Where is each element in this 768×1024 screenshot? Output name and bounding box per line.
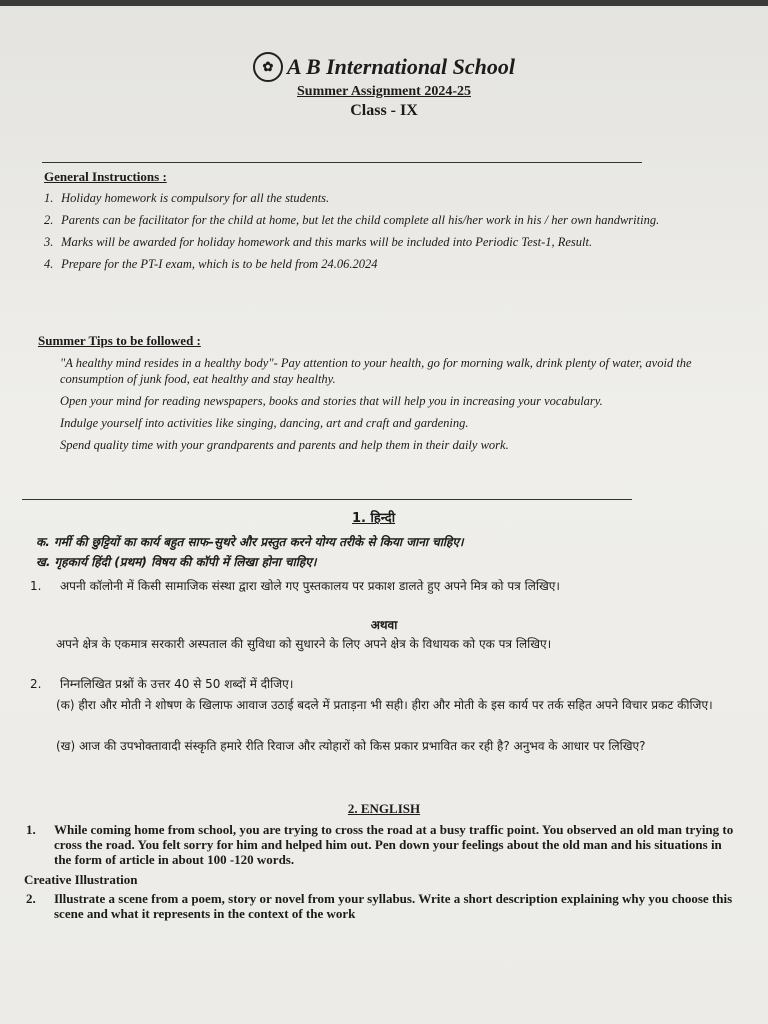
instruction-number: 1. xyxy=(44,191,54,205)
instruction-text: Parents can be facilitator for the child at home, but let the child complete all his/her work in his / her own handwriting. xyxy=(61,213,660,227)
instructions-title: General Instructions : xyxy=(44,169,167,184)
hindi-q2-number: 2. xyxy=(30,677,42,691)
divider-middle xyxy=(22,499,632,500)
instruction-number: 2. xyxy=(44,213,54,227)
hindi-note-kha: ख. गृहकार्य हिंदी (प्रथम) विषय की कॉपी में लिखा होना चाहिए। xyxy=(36,555,317,569)
instruction-item xyxy=(44,234,744,250)
english-section-title: 2. ENGLISH xyxy=(347,801,421,816)
tip-item: Spend quality time with your grandparents and parents and help them in their daily work. xyxy=(60,438,509,452)
school-name: A B International School xyxy=(286,54,516,79)
tip-item: Open your mind for reading newspapers, books and stories that will help you in increasing your vocabulary. xyxy=(60,394,603,408)
english-q1-number: 1. xyxy=(26,822,36,837)
hindi-q1-alternative: अपने क्षेत्र के एकमात्र सरकारी अस्पताल की सुविधा को सुधारने के लिए अपने क्षेत्र के विधायक को एक पत्र लिखिए। xyxy=(56,637,552,651)
tip-item: Indulge yourself into activities like singing, dancing, art and craft and gardening. xyxy=(60,416,469,430)
instruction-text: Prepare for the PT-I exam, which is to be held from 24.06.2024 xyxy=(61,257,378,271)
class-title: Class - IX xyxy=(350,102,418,119)
tip-item: "A healthy mind resides in a healthy body"- Pay attention to your health, go for morning walk, drink plenty of water, avoid the consumption of junk food, eat healthy and stay healthy. xyxy=(60,356,692,386)
school-logo-icon: ✿ xyxy=(253,52,283,82)
document-header xyxy=(0,52,768,120)
instruction-item xyxy=(44,190,744,206)
school-title-row xyxy=(0,52,768,82)
hindi-q2-text: निम्नलिखित प्रश्नों के उत्तर 40 से 50 शब्दों में दीजिए। xyxy=(60,677,294,691)
hindi-q1-text: अपनी कॉलोनी में किसी सामाजिक संस्था द्वारा खोले गए पुस्तकालय पर प्रकाश डालते हुए अपने मित्र को पत्र लिखिए। xyxy=(60,579,560,593)
tips-title: Summer Tips to be followed : xyxy=(38,333,201,348)
instruction-text: Holiday homework is compulsory for all the students. xyxy=(61,191,330,205)
tips-list xyxy=(60,355,740,459)
hindi-note-ka: क. गर्मी की छुट्टियों का कार्य बहुत साफ–सुथरे और प्रस्तुत करने योग्य तरीके से किया जाना चाहिए। xyxy=(36,535,464,549)
english-q1-text: While coming home from school, you are trying to cross the road at a busy traffic point. You observed an old man trying to cross the road. You felt sorry for him and helped him out. Pen down your feelings about the old man and his situations in the form of article in about 100 -120 words. xyxy=(54,822,734,867)
hindi-q2b-text: (ख) आज की उपभोक्तावादी संस्कृति हमारे रीति रिवाज और त्योहारों को किस प्रकार प्रभावित कर रही है? अनुभव के आधार पर लिखिए? xyxy=(56,739,646,753)
instructions-list xyxy=(44,190,744,278)
assignment-title: Summer Assignment 2024-25 xyxy=(297,84,471,99)
instruction-item xyxy=(44,212,744,228)
hindi-q1-number: 1. xyxy=(30,579,42,593)
instruction-number: 3. xyxy=(44,235,54,249)
top-shadow-band xyxy=(0,0,768,6)
hindi-or-label: अथवा xyxy=(370,618,398,632)
instruction-item xyxy=(44,256,744,272)
hindi-q2a-text: (क) हीरा और मोती ने शोषण के खिलाफ आवाज उठाई बदले में प्रताड़ना भी सही। हीरा और मोती के इस कार्य पर तर्क सहित अपने विचार प्रकट कीजिए। xyxy=(56,698,713,712)
instruction-text: Marks will be awarded for holiday homework and this marks will be included into Periodic Test-1, Result. xyxy=(61,235,593,249)
english-q2-number: 2. xyxy=(26,891,36,906)
hindi-section-title: 1. हिन्दी xyxy=(352,511,396,526)
english-q2-text: Illustrate a scene from a poem, story or novel from your syllabus. Write a short description explaining why you choose this scene and what it represents in the context of the work xyxy=(54,891,733,921)
divider-top xyxy=(42,162,642,163)
instruction-number: 4. xyxy=(44,257,54,271)
creative-illustration-heading: Creative Illustration xyxy=(24,872,138,887)
